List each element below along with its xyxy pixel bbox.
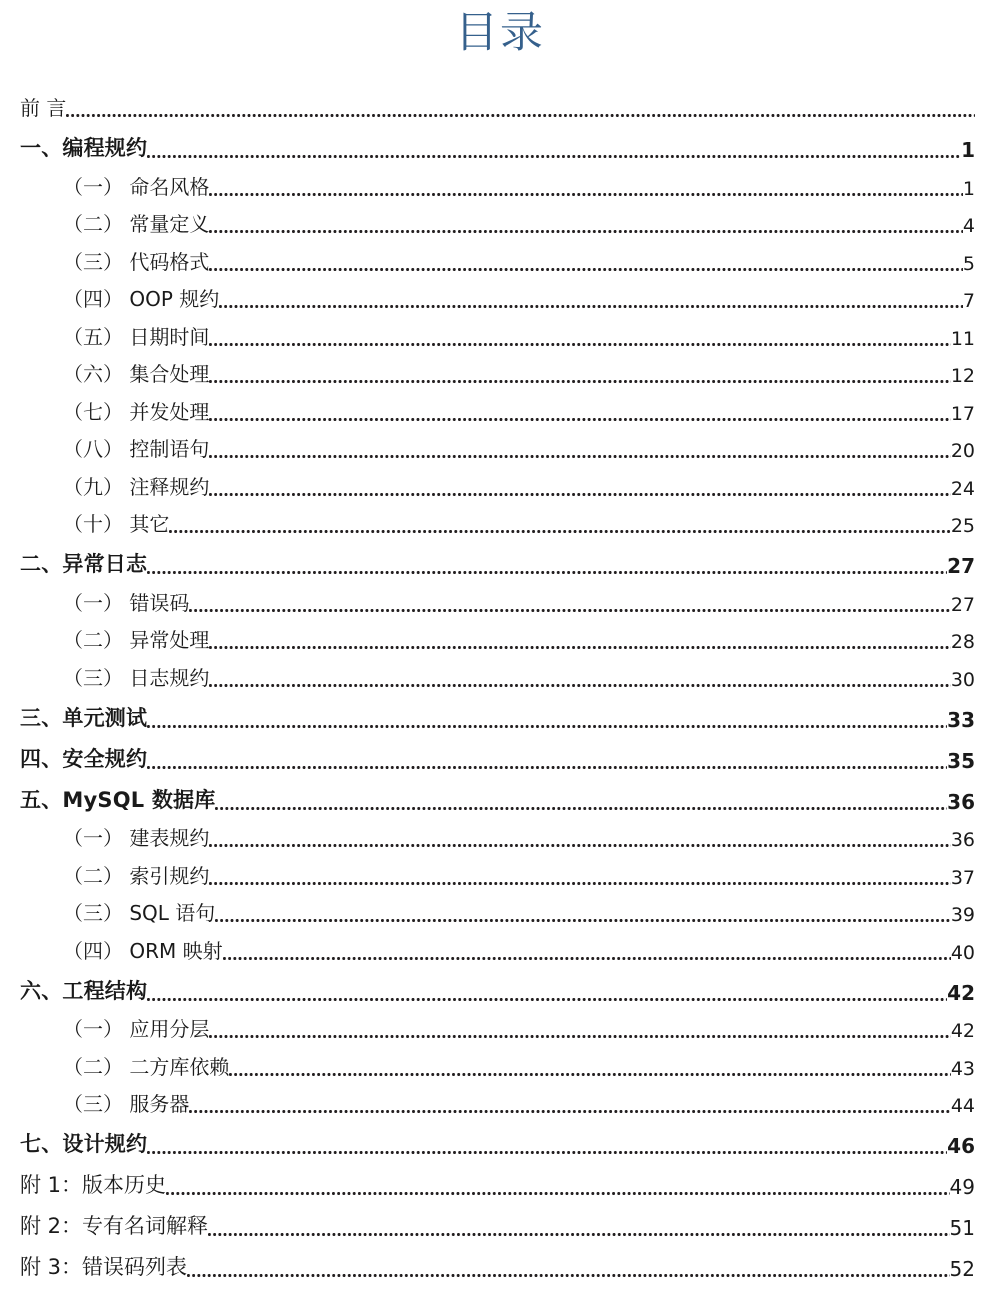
toc-entry-label: （八） 控制语句: [63, 437, 210, 461]
toc-entry-page-number: 37: [950, 866, 975, 889]
toc-entry[interactable]: [20, 350, 975, 388]
toc-dot-leader: [189, 596, 950, 616]
toc-entry[interactable]: [20, 425, 975, 463]
toc-entry[interactable]: [20, 1080, 975, 1118]
toc-entry-page-number: 30: [950, 668, 975, 691]
page-title: 目录: [455, 8, 545, 58]
toc-dot-leader: [66, 101, 975, 121]
toc-dot-leader: [209, 869, 950, 889]
toc-entry-page-number: 33: [947, 707, 975, 732]
toc-entry-label: 一、编程规约: [20, 136, 148, 160]
toc-entry-label: （三） 服务器: [63, 1092, 190, 1116]
toc-entry-page-number: 36: [947, 789, 975, 814]
toc-dot-leader: [209, 405, 950, 425]
toc-dot-leader: [209, 180, 963, 200]
toc-dot-leader: [215, 793, 947, 814]
toc-entry-page-number: 42: [950, 1020, 975, 1042]
toc-entry-label: （二） 异常处理: [63, 628, 210, 652]
toc-entry-page-number: 42: [947, 980, 975, 1005]
toc-entry-page-number: 27: [947, 554, 975, 578]
toc-entry-page-number: 25: [950, 515, 975, 537]
toc-entry-label: 附 1：版本历史: [20, 1173, 167, 1197]
toc-entry-label: 六、工程结构: [20, 978, 148, 1003]
toc-entry-label: 五、MySQL 数据库: [20, 787, 216, 812]
toc-entry[interactable]: [20, 200, 975, 238]
toc-entry[interactable]: [20, 691, 975, 732]
toc-dot-leader: [209, 633, 950, 653]
toc-entry-page-number: 40: [950, 941, 975, 964]
toc-dot-leader: [209, 1022, 950, 1042]
toc-dot-leader: [147, 557, 947, 578]
toc-dot-leader: [215, 906, 951, 926]
toc-dot-leader: [147, 984, 947, 1005]
toc-entry-label: （一） 建表规约: [63, 826, 210, 850]
toc-dot-leader: [219, 292, 963, 312]
toc-entry-label: 四、安全规约: [20, 746, 148, 771]
toc-entry-page-number: 20: [950, 440, 975, 462]
toc-entry-label: （三） SQL 语句: [63, 901, 216, 925]
toc-entry[interactable]: [20, 275, 975, 313]
toc-entry-label: （二） 索引规约: [63, 863, 210, 888]
toc-entry-page-number: 43: [950, 1057, 975, 1080]
toc-entry-label: （二） 二方库依赖: [63, 1054, 230, 1079]
toc-dot-leader: [166, 1178, 950, 1199]
toc-entry-page-number: 7: [962, 290, 975, 312]
toc-dot-leader: [209, 831, 950, 851]
toc-dot-leader: [187, 1260, 950, 1281]
toc-entry-page-number: 4: [962, 215, 975, 237]
toc-entry-label: （七） 并发处理: [63, 399, 210, 424]
toc-entry-label: （一） 命名风格: [63, 174, 210, 199]
toc-entry[interactable]: [20, 537, 975, 578]
toc-entry-label: （六） 集合处理: [63, 362, 210, 386]
toc-entry-label: 二、异常日志: [20, 552, 148, 576]
toc-dot-leader: [209, 480, 950, 500]
toc-dot-leader: [147, 1137, 947, 1158]
table-of-contents: [0, 79, 1000, 1281]
toc-dot-leader: [209, 330, 950, 350]
toc-entry-page-number: 1: [961, 138, 975, 162]
toc-entry-page-number: 12: [950, 365, 975, 387]
toc-dot-leader: [229, 1060, 950, 1080]
toc-entry-page-number: 49: [949, 1175, 975, 1199]
toc-entry-page-number: 52: [949, 1257, 975, 1281]
toc-dot-leader: [209, 442, 950, 462]
toc-entry-label: （一） 应用分层: [63, 1017, 210, 1041]
toc-entry[interactable]: [20, 926, 975, 964]
toc-entry[interactable]: [20, 964, 975, 1005]
toc-dot-leader: [209, 671, 950, 691]
toc-entry[interactable]: [20, 1240, 975, 1281]
toc-entry[interactable]: [20, 889, 975, 927]
toc-entry-label: （三） 日志规约: [63, 665, 210, 690]
toc-entry[interactable]: [20, 1042, 975, 1080]
toc-dot-leader: [223, 944, 951, 964]
toc-dot-leader: [147, 711, 947, 732]
toc-dot-leader: [169, 517, 950, 537]
toc-entry-page-number: 27: [950, 593, 975, 616]
toc-entry[interactable]: [20, 1199, 975, 1240]
toc-entry-page-number: 36: [950, 829, 975, 851]
toc-entry-label: 七、设计规约: [20, 1132, 148, 1156]
toc-dot-leader: [208, 1219, 950, 1240]
toc-entry-page-number: 28: [950, 631, 975, 653]
toc-dot-leader: [147, 141, 961, 162]
toc-entry[interactable]: [20, 387, 975, 425]
toc-entry-label: 附 3：错误码列表: [20, 1255, 188, 1279]
toc-entry-page-number: 44: [950, 1095, 975, 1117]
toc-entry-page-number: 46: [947, 1134, 975, 1158]
toc-entry[interactable]: [20, 121, 975, 162]
toc-entry-page-number: 24: [950, 477, 975, 500]
toc-entry[interactable]: [20, 1117, 975, 1158]
toc-dot-leader: [209, 367, 950, 387]
toc-entry[interactable]: [20, 1005, 975, 1043]
toc-dot-leader: [189, 1097, 950, 1117]
toc-entry-page-number: 39: [950, 904, 975, 926]
toc-entry-page-number: 35: [947, 748, 975, 773]
toc-entry[interactable]: [20, 653, 975, 691]
toc-entry-label: 附 2：专有名词解释: [20, 1214, 209, 1238]
toc-entry-label: 三、单元测试: [20, 705, 148, 730]
toc-entry[interactable]: [20, 312, 975, 350]
toc-entry[interactable]: [20, 773, 975, 814]
toc-entry-page-number: 11: [950, 327, 975, 350]
toc-entry[interactable]: [20, 500, 975, 538]
toc-entry[interactable]: [20, 578, 975, 616]
toc-entry-page-number: 17: [950, 402, 975, 425]
toc-entry[interactable]: [20, 79, 975, 121]
toc-entry-label: （四） ORM 映射: [63, 938, 223, 963]
toc-entry[interactable]: [20, 851, 975, 889]
toc-entry-label: （三） 代码格式: [63, 249, 210, 274]
toc-entry-label: （十） 其它: [63, 512, 170, 536]
toc-entry-page-number: 1: [962, 177, 975, 200]
toc-entry-label: （一） 错误码: [63, 590, 190, 615]
toc-entry-label: （四） OOP 规约: [63, 287, 220, 311]
toc-entry-label: （九） 注释规约: [63, 474, 210, 499]
toc-dot-leader: [147, 752, 947, 773]
toc-entry[interactable]: [20, 814, 975, 852]
toc-dot-leader: [209, 255, 963, 275]
toc-entry[interactable]: [20, 732, 975, 773]
toc-entry[interactable]: [20, 616, 975, 654]
toc-entry-page-number: 51: [949, 1216, 975, 1240]
toc-entry[interactable]: [20, 462, 975, 500]
toc-entry[interactable]: [20, 237, 975, 275]
toc-entry-label: （二） 常量定义: [63, 212, 210, 236]
toc-dot-leader: [209, 217, 963, 237]
toc-entry[interactable]: [20, 1158, 975, 1199]
toc-entry-label: 前 言: [20, 96, 67, 120]
toc-entry-label: （五） 日期时间: [63, 324, 210, 349]
toc-entry-page-number: 5: [962, 252, 975, 275]
toc-entry[interactable]: [20, 162, 975, 200]
